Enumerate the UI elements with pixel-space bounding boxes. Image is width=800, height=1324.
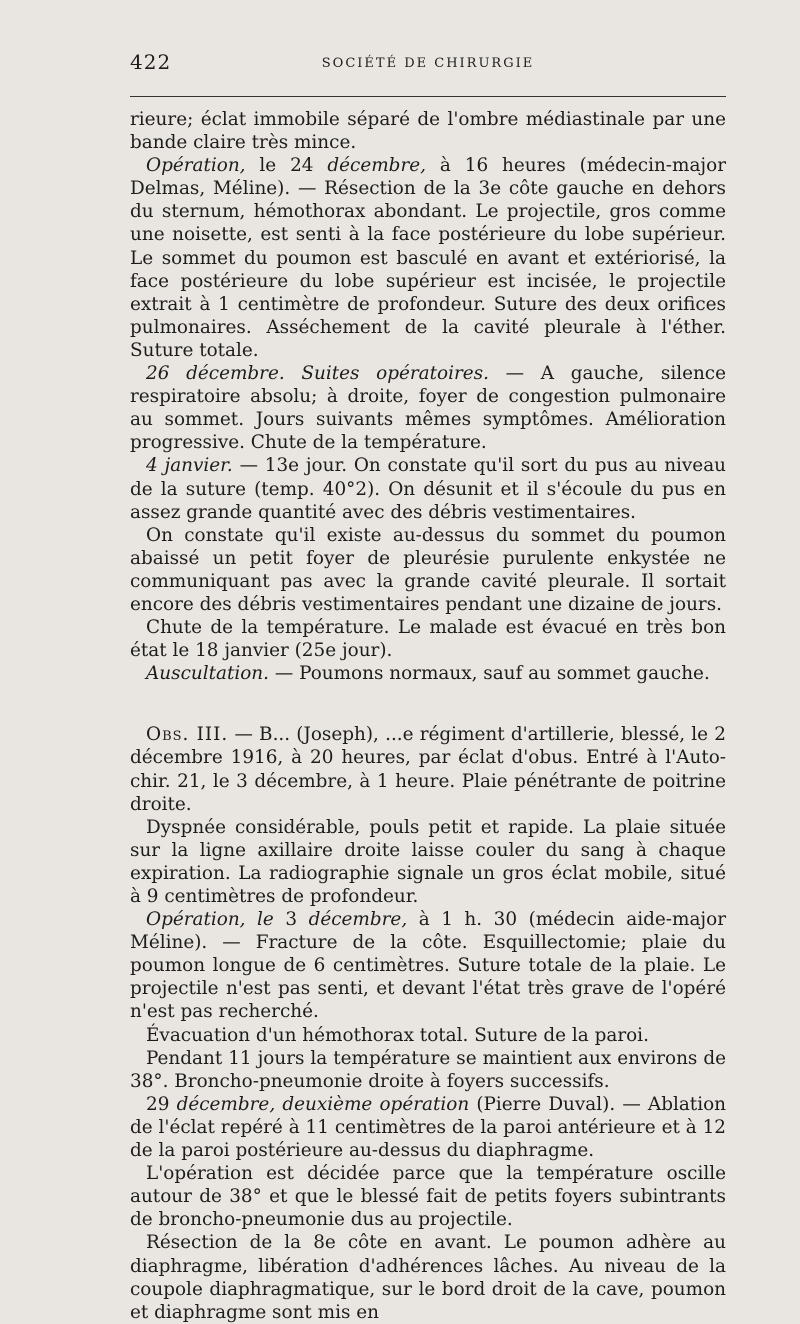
paragraph: Résection de la 8e côte en avant. Le poumon adhère au diaphragme, libération d'adhérences lâches. Au niveau de la coupole diaphragmatique, sur le bord droit de la cave, poumon et diaphragme sont mis en (130, 1232, 726, 1323)
running-head: SOCIÉTÉ DE CHIRURGIE (321, 56, 535, 71)
paragraph (130, 154, 726, 362)
italic-run: décembre, (327, 155, 426, 177)
text-run: à 1 h. 30 (médecin aide-major Méline). — Fracture de la côte. Esquillectomie; plaie du poumon longue de 6 centimètres. Suture totale de la plaie. Le projectile n'est pas senti, et devant l'état très grave de l'opéré n'est pas recherché. (130, 909, 726, 1023)
italic-run: Auscultation. (146, 663, 269, 685)
page-number: 422 (130, 50, 172, 74)
text-run: (Pierre Duval). — Ablation de l'éclat repéré à 11 centimètres de la paroi antérieure et à 12 de la paroi postérieure au-dessus du diaphragme. (130, 1093, 726, 1162)
italic-run: Opération, le (146, 909, 274, 931)
italic-run: décembre, deuxième opération (176, 1093, 470, 1115)
body-text (130, 108, 726, 1324)
italic-run: 4 janvier. (146, 455, 233, 477)
italic-run: 26 décembre. Suites opératoires. (146, 363, 489, 385)
text-run: — B... (Joseph), ...e régiment d'artillerie, blessé, le 2 décembre 1916, à 20 heures, par éclat d'obus. Entré à l'Auto-chir. 21, le 3 décembre, à 1 heure. Plaie pénétrante de poitrine droite. (130, 724, 726, 815)
paragraph (130, 362, 726, 454)
text-run: 29 (146, 1093, 177, 1115)
text-run: 3 (273, 909, 309, 931)
paragraph (130, 1093, 726, 1162)
paragraph (130, 662, 726, 685)
italic-run: Opération, (146, 155, 246, 177)
paragraph: L'opération est décidée parce que la température oscille autour de 38° et que le blessé fait de petits foyers subintrants de broncho-pneumonie dus au projectile. (130, 1163, 726, 1231)
paragraph: Pendant 11 jours la température se maintient aux environs de 38°. Broncho-pneumonie droite à foyers successifs. (130, 1047, 726, 1092)
paragraph: On constate qu'il existe au-dessus du sommet du poumon abaissé un petit foyer de pleurésie purulente enkystée ne communiquant pas avec la grande cavité pleurale. Il sortait encore des débris vestimentaires pendant une dizaine de jours. (130, 524, 726, 615)
paragraph: Chute de la température. Le malade est évacué en très bon état le 18 janvier (25e jour). (130, 617, 726, 662)
paragraph: Dyspnée considérable, pouls petit et rapide. La plaie située sur la ligne axillaire droite laisse couler du sang à chaque expiration. La radiographie signale un gros éclat mobile, situé à 9 centimètres de profondeur. (130, 816, 726, 907)
text-run: — A gauche, silence respiratoire absolu; à droite, foyer de congestion pulmonaire au sommet. Jours suivants mêmes symptômes. Amélioration progressive. Chute de la température. (130, 363, 726, 454)
text-run: à 16 heures (médecin-major Delmas, Méline). — Résection de la 3e côte gauche en dehors du sternum, hémothorax abondant. Le projectile, gros comme une noisette, est senti à la face postérieure du lobe supérieur. Le sommet du poumon est basculé en avant et extériorisé, la face postérieure du lobe supérieur est incisée, le projectile extrait à 1 centimètre de profondeur. Suture des deux orifices pulmonaires. Asséchement de la cavité pleurale à l'éther. Suture totale. (130, 155, 726, 361)
italic-run: décembre, (308, 909, 408, 931)
header-rule (130, 96, 726, 97)
paragraph (130, 908, 726, 1023)
page-header (130, 50, 726, 74)
text-run: — Poumons normaux, sauf au sommet gauche. (268, 663, 710, 685)
paragraph (130, 723, 726, 815)
observation-label: Obs. III. (146, 724, 229, 746)
text-run: — 13e jour. On constate qu'il sort du pus au niveau de la suture (temp. 40°2). On désunit et il s'écoule du pus en assez grande quantité avec des débris vestimentaires. (130, 455, 726, 523)
paragraph: Évacuation d'un hémothorax total. Suture de la paroi. (146, 1024, 649, 1046)
paragraph (130, 454, 726, 523)
paragraph: rieure; éclat immobile séparé de l'ombre médiastinale par une bande claire très mince. (130, 109, 726, 154)
text-run: le 24 (245, 155, 328, 177)
